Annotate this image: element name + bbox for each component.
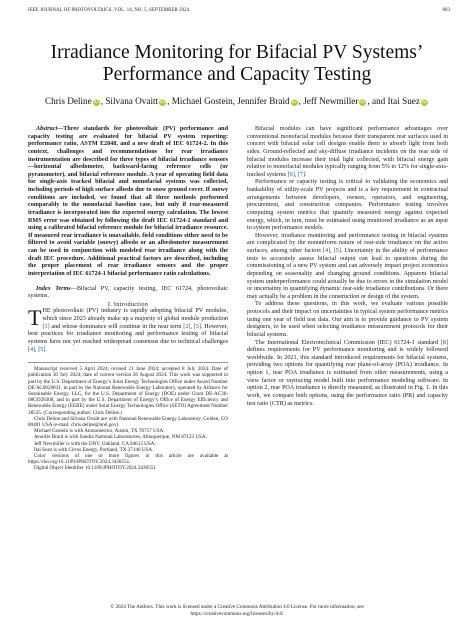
author-2: , Silvana Ovaitt [100, 96, 159, 106]
intro-text: . However, best practices for irradiance monitoring and performance testing of bifacial systems have not yet reached widespread consensus due to technical challenges [28, 323, 228, 345]
intro-text: . [45, 346, 47, 353]
author-1: Chris Deline [45, 96, 92, 106]
body-text: The International Electrotechnical Commission (IEC) 61724-1 standard [255, 339, 441, 346]
abstract-text: —Three standards for photovoltaic (PV) performance and capacity testing are evaluated for bifacial PV system reporting: performance ratio, ASTM E2848, and a new draft of IEC 61724-2. In this context, challenges and recommendations for rear irradiance instrumentation are described for three types of bifacial irradiance sensors—horizontal albedometer, backward-facing reference cells (or pyranometer), and bifacial reference module. A year of operating field data for single-axis tracked bifacial and monofacial systems was collected, including periods of high surface albedo due to snow ground cover. If snowy conditions are included, we found that all three methods performed comparably to the monofacial baseline case, but only if rear-measured irradiance is incorporated into the expected energy calculation. The lowest RMS error was obtained by following the draft IEC 61724-2 standard and using a calibrated bifacial reference module for bifacial irradiance resource. If measured rear irradiance is unavailable, field conditions either need to be filtered to avoid variable (snowy) albedo or an albedometer measurement can be used in conjunction with modeled rear irradiance along with the draft IEC procedure. Additional practical factors are described, including the proper placement of rear irradiance sensors and the proper interpretation of IEC 61724-1 bifacial performance ratio calculations. [28, 126, 228, 277]
author-list [0, 96, 474, 106]
citation-link[interactable]: [8] [440, 339, 448, 346]
body-paragraph: To address these questions, in this work, we evaluate various possible protocols and their impact on uncertainties in typical system performance metrics using one year of field test data. Our aim is to provide guidance to PV system designers, to be used when selecting irradiance measurement protocols for their bifacial systems. [247, 301, 448, 338]
author-3: , Michael Gostein, Jennifer Braid [167, 96, 290, 106]
running-header [28, 8, 450, 13]
footnote-affiliation-5: Itai Suez is with Cirrus Energy, Portland, TX 37146 USA. [34, 446, 154, 453]
intro-text: and whose dominance will continue in the near term [49, 323, 184, 330]
footnote-affiliation-1: Chris Deline and Silvana Ovaitt are with National Renewable Energy Laboratory, Golden, CO 80401 USA (e-mail: chris.deline@nrel.gov). [28, 415, 229, 428]
right-column [247, 126, 448, 408]
license-footer [0, 604, 474, 617]
body-text: Bifacial modules can have significant performance advantages over conventional monofacial modules because their transparent rear surfaces used in concert with bifacial solar cell designs enable them to absorb light from both sides. Ground-reflected and sky-diffuse irradiance incidents on the rear side of bifacial modules increase their total light collected, with bifacial energy gain relative to monofacial modules typically ranging from 5% to 12% for single-axis-tracked systems [247, 126, 448, 178]
intro-text: , [190, 323, 194, 330]
citation-link[interactable]: [7] [297, 171, 306, 178]
footnote-color: Color versions of one or more figures in this article are available at https://doi.org/10.1109/JPHOTOV.2024.3430551. [28, 452, 228, 466]
left-column [28, 126, 228, 472]
author-4: , Jeff Newmiller [298, 96, 359, 106]
body-paragraph [247, 340, 448, 409]
abstract [28, 126, 228, 279]
footnote-affiliation-3: Jennifer Braid is with Sandia National Laboratories, Albuquerque, NM 87123 USA. [34, 434, 207, 441]
body-text: , [330, 248, 334, 254]
body-paragraph [247, 233, 448, 302]
drop-cap: T [28, 305, 42, 331]
license-text: © 2024 The Authors. This work is licensed under a Creative Commons Attribution 4.0 License. For more information, see [110, 604, 364, 610]
orcid-icon[interactable]: iD [421, 99, 428, 105]
citation-link[interactable]: [5] [38, 346, 46, 353]
citation-link[interactable]: [2] [183, 323, 191, 330]
footnote-affiliation-2: Michael Gostein is with Atonometrics, Austin, TX 78757 USA. [34, 428, 165, 435]
section-heading-introduction: I. Introduction [107, 300, 149, 308]
footnote-manuscript: Manuscript received 5 April 2024; revised 21 June 2024; accepted 8 July 2024. Date of publication 30 July 2024; date of current version 26 August 2024. This work was supported in part by the U.S. Department of Energy’s Solar Energy Technologies Office under Award Number DE-SC0020831, in part by the National Renewable Energy Laboratory, operated by Alliance for Sustainable Energy, LLC, for the U.S. Department of Energy (DOE) under Grant DE-AC36-08GO28308, and in part by the U.S. Department of Energy’s Office of Energy Efficiency and Renewable Energy (EERE) under Solar Energy Technologies Office (SETO) Agreement Number 38535. (Corresponding author: Chris Deline.) [28, 366, 228, 416]
body-paragraph: Performance or capacity testing is critical to validating the economics and bankability of utility-scale PV projects and is a key requirement in contractual arrangements between developers, owners, operators, and engineering, procurement, and construction companies. Performance testing involves computing system metrics that quantify measured energy against expected energy, which, in turn, must be estimated using monitored irradiance as an input to system performance models. [247, 179, 448, 232]
citation-link[interactable]: [3] [193, 323, 201, 330]
orcid-icon[interactable]: iD [93, 99, 99, 105]
body-text: , [294, 171, 298, 178]
orcid-icon[interactable]: iD [291, 99, 297, 105]
footnote-affiliation-4: Jeff Newmiller is with the DNV, Oakland, CA 94612 USA. [34, 440, 156, 447]
citation-link[interactable]: [4] [28, 346, 36, 353]
body-text: defines requirements for PV performance monitoring and is widely followed worldwide. In 2021, this standard introduced requirements for bifacial systems, providing two options for quantifying rear plane-of-array (POA) irradiance. In option 1, rear POA irradiance is estimated from other measurements, using a view factor or raytracing model built into performance modeling software. In option 2, rear POA irradiance is directly measured, as illustrated in Fig. 1. In this work, we compare both options, using the performance ratio (PR) and capacity test ratio (CTR) as metrics. [247, 347, 448, 407]
citation-link[interactable]: [4] [322, 248, 331, 254]
title-line-1: Irradiance Monitoring for Bifacial PV Systems’ [50, 42, 424, 63]
intro-text: , [35, 346, 39, 353]
paper-title [0, 42, 474, 86]
citation-link[interactable]: [1] [42, 323, 50, 330]
index-terms [28, 286, 228, 301]
citation-link[interactable]: [6] [287, 171, 295, 178]
author-5: , and Itai Suez [367, 96, 420, 106]
orcid-icon[interactable]: iD [360, 99, 366, 105]
citation-link[interactable]: [5] [333, 248, 341, 254]
footnote-block [28, 362, 228, 471]
page-number: 803 [442, 8, 450, 13]
title-line-2: Performance and Capacity Testing [102, 64, 372, 85]
body-text: However, irradiance monitoring and performance testing in bifacial systems are complicated by the nonuniform nature of rear-side irradiance on the active surfaces, among other factors [247, 232, 448, 254]
footnote-doi: Digital Object Identifier 10.1109/JPHOTOV.2024.3430551 [34, 465, 156, 472]
license-link[interactable]: https://creativecommons.org/licenses/by/4.0/ [190, 610, 284, 617]
intro-paragraph [28, 305, 228, 354]
body-text: . Uncertainty in the ability of performance tests to accurately assess bifacial output can lead to questions during the commissioning of a new PV system and can adversely impact project economics depending on seasonality and changing ground conditions. Apparent bifacial system underperformance could actually be due to errors in the simulation model or uncertainty in quantifying dynamic rear-side irradiance contributions. Or there may actually be a problem in the construction or design of the system. [247, 248, 448, 300]
intro-text: HE photovoltaic (PV) industry is rapidly adopting bifacial PV modules, which since 2023 already make up a majority of global module production [42, 308, 228, 322]
body-paragraph [247, 126, 448, 179]
journal-info: IEEE JOURNAL OF PHOTOVOLTAICS, VOL. 14, NO. 5, SEPTEMBER 2024 [28, 8, 190, 13]
abstract-lead: Abstract [36, 126, 58, 132]
index-terms-lead: Index Terms [36, 285, 71, 292]
body-text: . [305, 171, 307, 178]
orcid-icon[interactable]: iD [160, 99, 166, 105]
index-terms-text: —Bifacial PV, capacity testing, IEC 61724, photovoltaic systems. [28, 285, 228, 300]
